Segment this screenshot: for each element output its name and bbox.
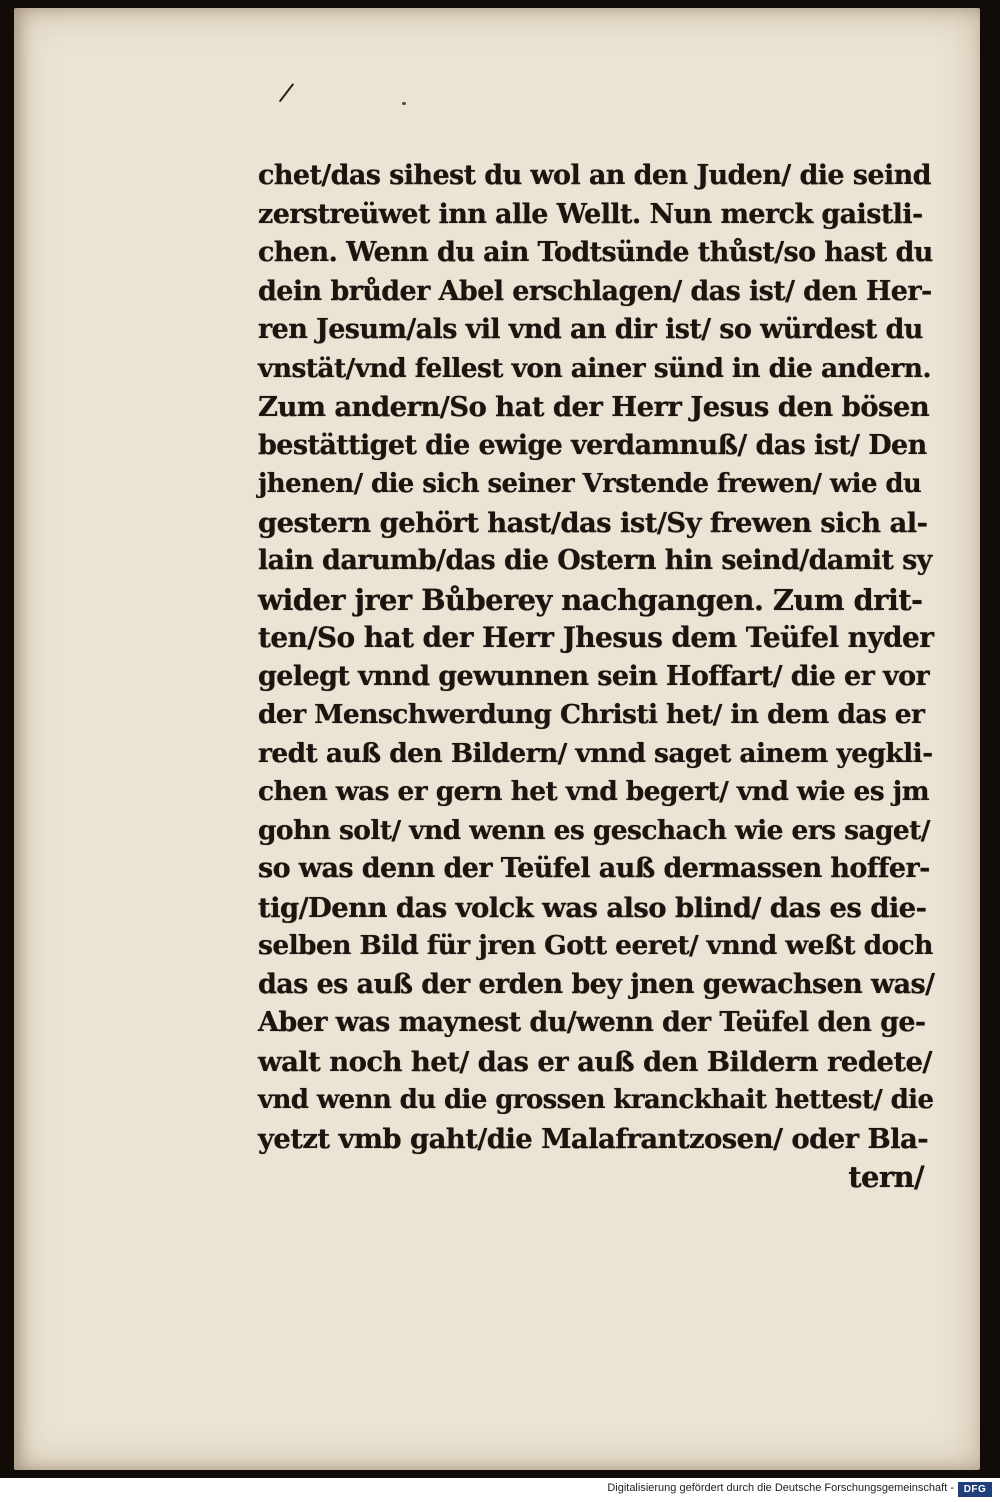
text-line: so was denn der Teüfel auß dermassen hoffer- [258, 853, 930, 884]
text-line: dein brůder Abel erschlagen/ das ist/ den Her- [258, 275, 932, 307]
text-line: lain darumb/das die Ostern hin seind/damit sy [258, 545, 932, 576]
page-text [258, 157, 934, 1197]
catchword: tern/ [848, 1160, 924, 1194]
text-line: Zum andern/So hat der Herr Jesus den bösen [258, 391, 930, 423]
text-line: gelegt vnnd gewunnen sein Hoffart/ die er vor [258, 660, 930, 692]
text-line: selben Bild für jren Gott eeret/ vnnd weßt doch [258, 930, 933, 961]
text-line: bestättiget die ewige verdamnuß/ das ist/ Den [258, 429, 927, 461]
digitization-footer [0, 1478, 1000, 1502]
funding-credit: Digitalisierung gefördert durch die Deutsche Forschungsgemeinschaft - [607, 1482, 954, 1494]
ink-mark: / [277, 77, 296, 109]
text-line: chen was er gern het vnd begert/ vnd wie es jm [258, 776, 930, 807]
text-line: ten/So hat der Herr Jhesus dem Teüfel nyder [258, 621, 934, 654]
text-line: yetzt vmb gaht/die Malafrantzosen/ oder Bla- [258, 1122, 929, 1155]
dfg-logo: DFG [958, 1482, 992, 1497]
text-line: chet/das sihest du wol an den Juden/ die seind [258, 160, 931, 191]
text-line: wider jrer Bůberey nachgangen. Zum drit- [258, 582, 923, 617]
text-line: der Menschwerdung Christi het/ in dem das er [258, 699, 925, 730]
text-line: vnd wenn du die grossen kranckhait hettest/ die [258, 1085, 934, 1115]
text-line: vnstät/vnd fellest von ainer sünd in die andern. [258, 352, 932, 384]
text-line: das es auß der erden bey jnen gewachsen was/ [258, 968, 935, 1000]
ink-dot [402, 102, 406, 105]
text-line: ren Jesum/als vil vnd an dir ist/ so würdest du [258, 314, 923, 345]
text-line: Aber was maynest du/wenn der Teüfel den ge- [258, 1007, 926, 1038]
text-line: redt auß den Bildern/ vnnd saget ainem yegkli- [258, 737, 933, 769]
text-line: chen. Wenn du ain Todtsünde thůst/so hast du [258, 237, 933, 268]
text-line: jhenen/ die sich seiner Vrstende frewen/ wie du [258, 469, 922, 499]
text-line: zerstreüwet inn alle Wellt. Nun merck gaistli- [258, 198, 923, 230]
text-line: walt noch het/ das er auß den Bildern redete/ [258, 1045, 932, 1078]
text-line: tig/Denn das volck was also blind/ das es die- [258, 891, 927, 924]
text-line: gohn solt/ vnd wenn es geschach wie ers saget/ [258, 814, 930, 846]
text-line: gestern gehört hast/das ist/Sy frewen sich al- [258, 506, 928, 539]
